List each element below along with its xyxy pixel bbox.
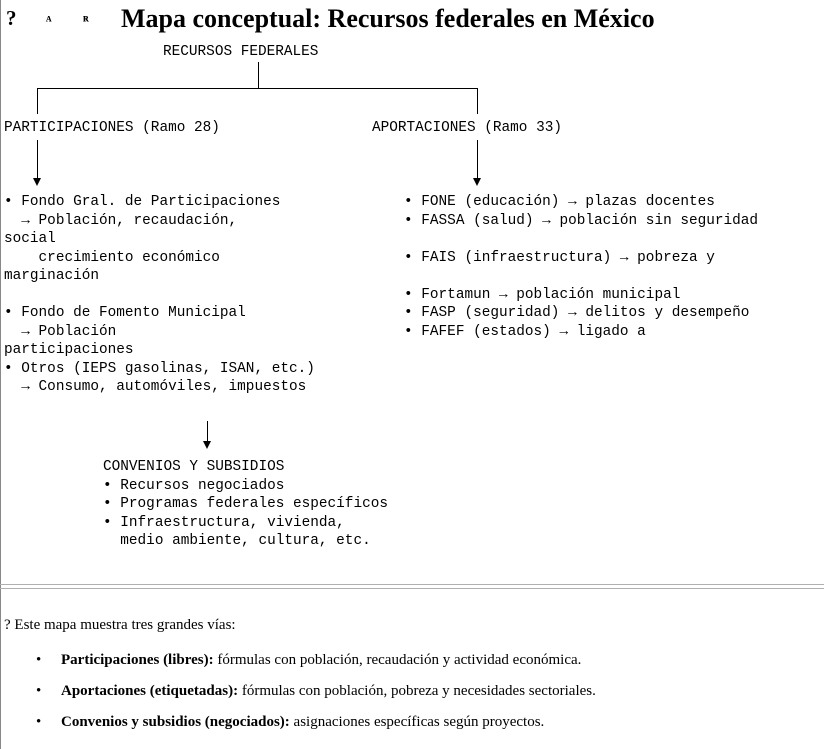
- diagram-line: → Población: [4, 323, 117, 340]
- diagram-line: • Infraestructura, vivienda,: [103, 514, 345, 531]
- item-description: fórmulas con población, recaudación y actividad económica.: [213, 652, 582, 668]
- diagram-line: medio ambiente, cultura, etc.: [103, 533, 371, 549]
- diagram-line: • Fondo Gral. de Participaciones: [4, 194, 281, 210]
- diagram-line: social: [4, 231, 56, 247]
- root-connector: [258, 62, 259, 88]
- diagram-line: crecimiento económico: [4, 249, 220, 266]
- branch-connector: [37, 88, 478, 89]
- summary-intro: ? Este mapa muestra tres grandes vías:: [4, 617, 236, 633]
- bottom-arrow-line: [207, 421, 208, 441]
- question-glyph: ?: [6, 6, 17, 30]
- right-arrowhead: [473, 178, 481, 186]
- diagram-line: • Recursos negociados: [103, 477, 285, 494]
- convenios-node: [103, 458, 388, 551]
- diagram-line: [404, 230, 758, 249]
- item-description: asignaciones específicas según proyectos.: [289, 714, 545, 730]
- diagram-line: → Población, recaudación,: [4, 212, 238, 229]
- page-title: Mapa conceptual: Recursos federales en México: [121, 4, 655, 33]
- diagram-line: • FASSA (salud) → población sin seguridad: [404, 212, 759, 229]
- item-term: Convenios y subsidios (negociados):: [61, 714, 290, 730]
- sort-up-icon[interactable]: ᴬ: [46, 13, 52, 28]
- item-term: Participaciones (libres):: [61, 652, 214, 668]
- diagram-line: participaciones: [4, 342, 134, 358]
- diagram-line: • FASP (seguridad) → delitos y desempeño: [404, 305, 750, 321]
- left-border: [0, 0, 1, 749]
- bottom-arrowhead: [203, 441, 211, 449]
- diagram-line: • Programas federales específicos: [103, 496, 388, 512]
- diagram-line: [4, 286, 315, 305]
- diagram-line: • FAIS (infraestructura) → pobreza y: [404, 249, 715, 266]
- diagram-line: • Fortamun → población municipal: [404, 286, 681, 303]
- bullet: •: [36, 683, 42, 699]
- diagram-line: marginación: [4, 268, 99, 284]
- left-arrow-line: [37, 140, 38, 178]
- left-drop: [37, 88, 38, 114]
- bullet: •: [36, 714, 42, 730]
- item-description: fórmulas con población, pobreza y necesidades sectoriales.: [238, 683, 596, 699]
- participaciones-node: PARTICIPACIONES (Ramo 28): [4, 120, 220, 136]
- diagram-line: • FAFEF (estados) → ligado a: [404, 323, 646, 340]
- section-divider: [0, 584, 824, 589]
- left-arrowhead: [33, 178, 41, 186]
- aportaciones-node: APORTACIONES (Ramo 33): [372, 120, 562, 136]
- diagram-line: [404, 267, 758, 286]
- diagram-line: • Fondo de Fomento Municipal: [4, 305, 246, 321]
- right-arrow-line: [477, 140, 478, 178]
- diagram-line: • Otros (IEPS gasolinas, ISAN, etc.): [4, 360, 315, 377]
- diagram-line: CONVENIOS Y SUBSIDIOS: [103, 459, 285, 475]
- right-drop: [477, 88, 478, 114]
- sort-down-icon[interactable]: ᴿ: [83, 13, 89, 28]
- diagram-line: → Consumo, automóviles, impuestos: [4, 379, 307, 395]
- aportaciones-details: [404, 193, 758, 341]
- root-node: RECURSOS FEDERALES: [163, 44, 319, 60]
- item-term: Aportaciones (etiquetadas):: [61, 683, 239, 699]
- participaciones-details: [4, 193, 315, 397]
- diagram-line: • FONE (educación) → plazas docentes: [404, 194, 715, 210]
- bullet: •: [36, 652, 42, 668]
